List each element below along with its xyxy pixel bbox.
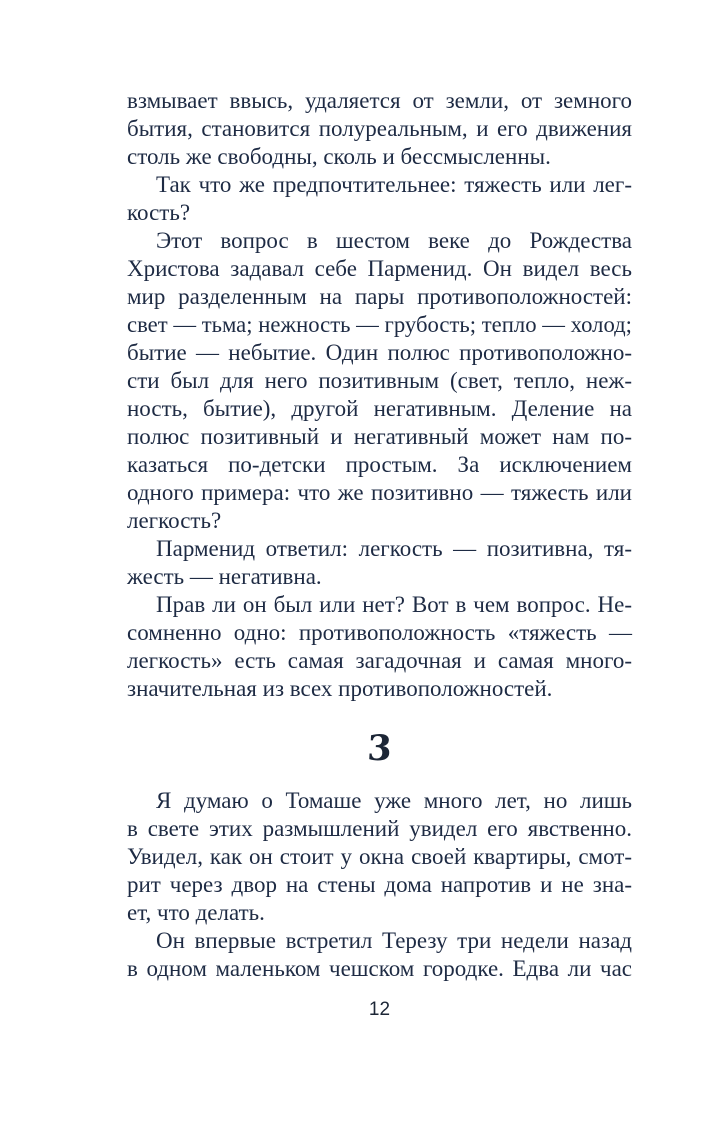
text-line: мир разделенным на пары противоположностей: bbox=[127, 284, 632, 309]
text-line: свет — тьма; нежность — грубость; тепло — холод; bbox=[127, 312, 632, 337]
text-line: в одном маленьком чешском городке. Едва ли час bbox=[127, 956, 632, 981]
paragraph bbox=[127, 87, 632, 171]
text-line: легкость? bbox=[127, 508, 222, 533]
paragraph bbox=[127, 927, 632, 983]
paragraph bbox=[127, 787, 632, 927]
text-line: Этот вопрос в шестом веке до Рождества bbox=[156, 228, 632, 253]
text-line: Христова задавал себе Парменид. Он видел весь bbox=[127, 256, 632, 281]
text-line: казаться по-детски простым. За исключением bbox=[127, 452, 632, 477]
text-line: бытия, становится полуреальным, и его движения bbox=[127, 116, 632, 141]
text-line: ет, что делать. bbox=[127, 900, 265, 925]
text-line: легкость» есть самая загадочная и самая много- bbox=[127, 648, 632, 673]
paragraph bbox=[127, 591, 632, 703]
paragraph bbox=[127, 535, 632, 591]
text-line: полюс позитивный и негативный может нам по- bbox=[127, 424, 632, 449]
text-line: Я думаю о Томаше уже много лет, но лишь bbox=[156, 788, 632, 813]
text-line: сти был для него позитивным (свет, тепло, неж- bbox=[127, 368, 632, 393]
text-line: сомненно одно: противоположность «тяжесть — bbox=[127, 620, 632, 645]
text-line: Он впервые встретил Терезу три недели назад bbox=[156, 928, 632, 953]
page-number: 12 bbox=[368, 999, 391, 1020]
text-line: рит через двор на стены дома напротив и не зна- bbox=[127, 872, 632, 897]
text-column bbox=[127, 87, 632, 983]
paragraph bbox=[127, 227, 632, 535]
text-line: Так что же предпочтительнее: тяжесть или лег- bbox=[156, 172, 632, 197]
paragraph bbox=[127, 171, 632, 227]
text-line: Прав ли он был или нет? Вот в чем вопрос. Не- bbox=[156, 592, 632, 617]
text-line: в свете этих размышлений увидел его явственно. bbox=[127, 816, 632, 841]
text-line: Парменид ответил: легкость — позитивна, тя- bbox=[156, 536, 632, 561]
text-line: взмывает ввысь, удаляется от земли, от земного bbox=[127, 88, 632, 113]
text-line: бытие — небытие. Один полюс противоположно- bbox=[127, 340, 632, 365]
text-line: одного примера: что же позитивно — тяжесть или bbox=[127, 480, 632, 505]
text-line: значительная из всех противоположностей. bbox=[127, 676, 553, 701]
text-line: ность, бытие), другой негативным. Деление на bbox=[127, 396, 632, 421]
section-heading: 3 bbox=[366, 728, 393, 769]
text-line: столь же свободны, сколь и бессмысленны. bbox=[127, 144, 551, 169]
text-line: жесть — негативна. bbox=[127, 564, 322, 589]
text-line: Увидел, как он стоит у окна своей квартиры, смот- bbox=[127, 844, 632, 869]
text-line: кость? bbox=[127, 200, 191, 225]
